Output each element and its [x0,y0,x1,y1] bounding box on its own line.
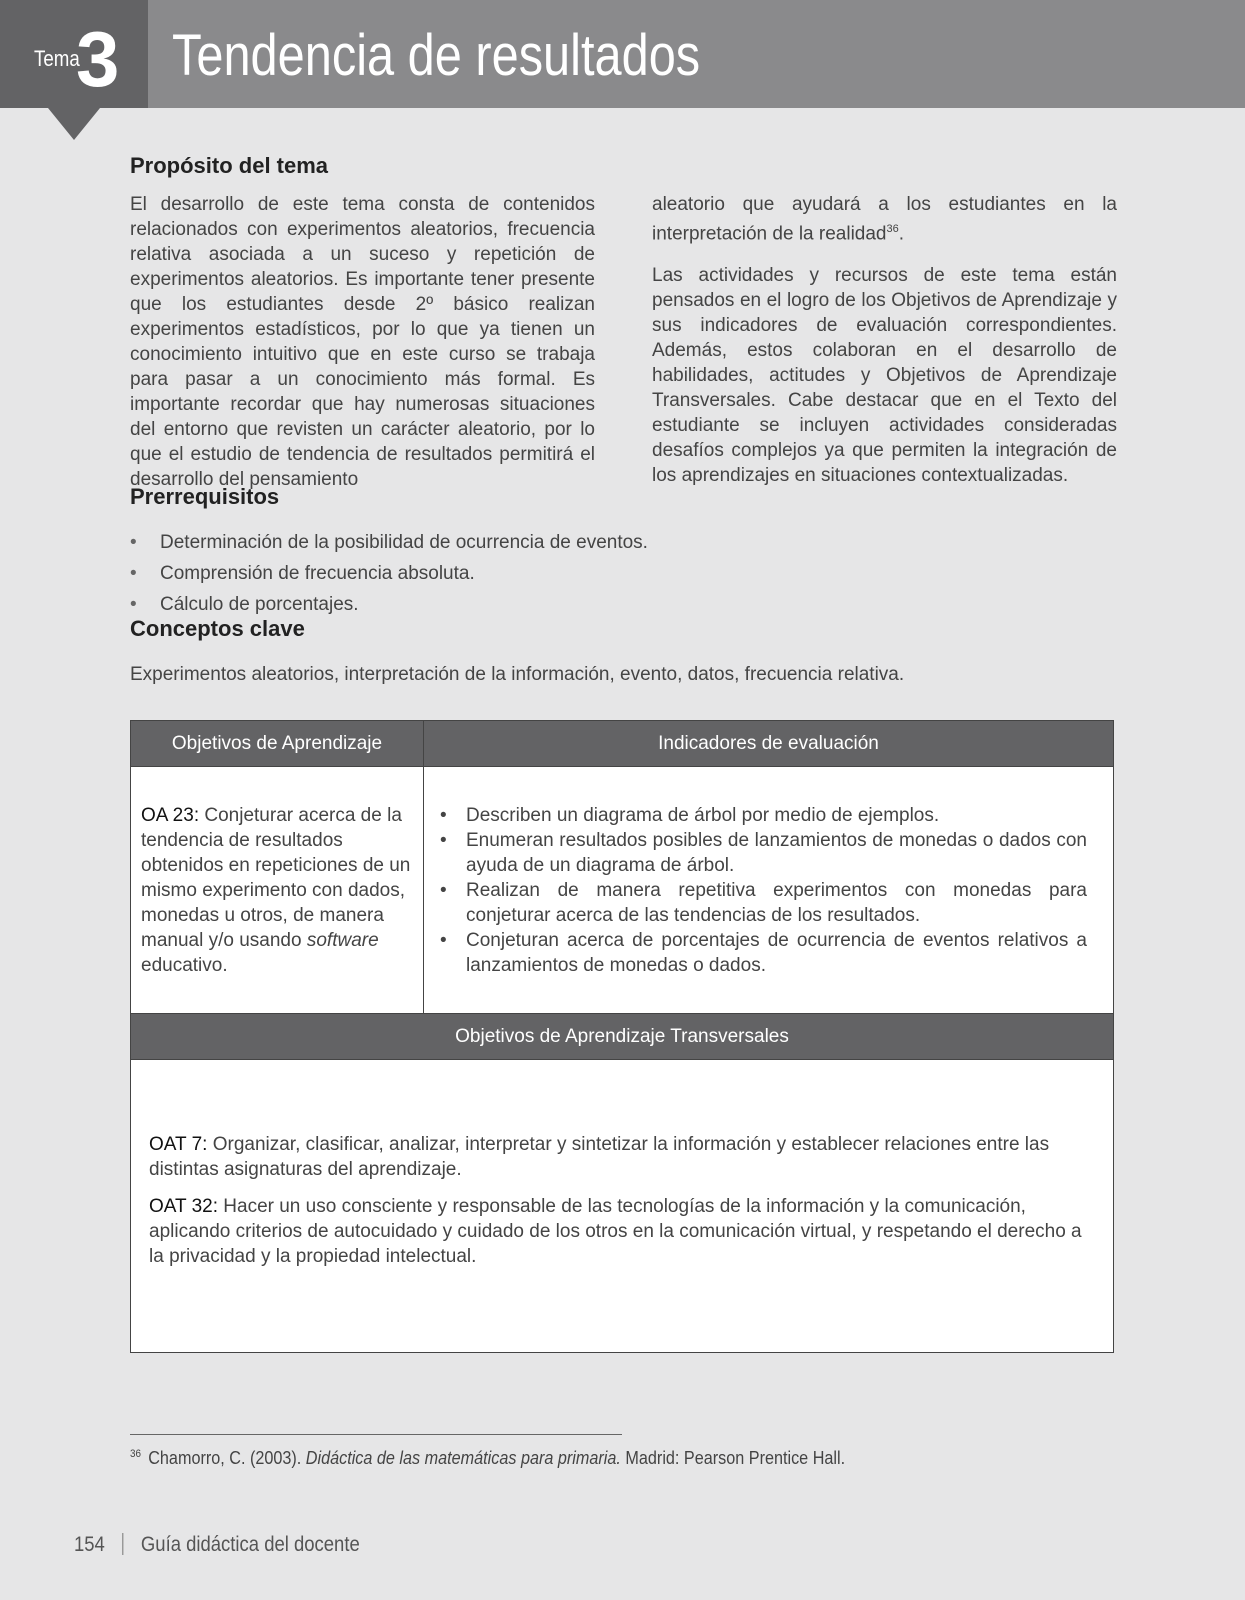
proposito-right-paragraph-1 [652,192,1117,246]
col-header-indicadores: Indicadores de evaluación [424,721,1114,767]
page-title: Tendencia de resultados [172,23,701,88]
oa-text: Conjeturar acerca de la tendencia de resultados obtenidos en repeticiones de un mismo experimento con dados, monedas u otros, de manera manual y/o usando [141,804,411,951]
footnote-ref: 36 [886,223,899,235]
oat-code: OAT 7: [149,1133,208,1155]
tema-number: 3 [76,15,120,103]
oa-text-end: educativo. [141,954,228,976]
footnote-divider [130,1434,622,1435]
prerrequisitos-list [130,527,648,620]
table-row [131,767,1114,1014]
oat-item [149,1132,1095,1182]
page-number: 154 [74,1533,105,1556]
list-item: • Comprensión de frecuencia absoluta. [130,558,648,589]
tema-arrow-shape [48,108,100,140]
table-row [131,1060,1114,1353]
list-item: • Enumeran resultados posibles de lanzamientos de monedas o dados con ayuda de un diagrama de árbol. [438,828,1087,878]
conceptos-text: Experimentos aleatorios, interpretación de la información, evento, datos, frecuencia relativa. [130,664,905,685]
col-header-objetivos: Objetivos de Aprendizaje [131,721,424,767]
page-footer [74,1533,360,1557]
proposito-left-column [130,192,595,509]
proposito-right-paragraph-2: Las actividades y recursos de este tema están pensados en el logro de los Objetivos de Aprendizaje y sus indicadores de evaluación correspondientes. Además, estos colaboran en el desarrollo de habilidades, actitudes y Objetivos de Aprendizaje Transversales. Cabe destacar que en el Texto del estudiante se incluyen actividades consideradas desafíos complejos ya que permiten la integración de los aprendizajes en situaciones contextualizadas. [652,265,1117,487]
proposito-right-column [652,192,1117,505]
list-item: • Determinación de la posibilidad de ocurrencia de eventos. [130,527,648,558]
footnote [130,1448,845,1469]
prerrequisitos-heading: Prerrequisitos [130,484,280,509]
oa-code: OA 23: [141,804,200,826]
oat-text: Hacer un uso consciente y responsable de las tecnologías de la información y la comunicación, aplicando criterios de autocuidado y cuidado de los otros en la comunicación virtual, y respetando el derecho a la privacidad y la propiedad intelectual. [149,1195,1082,1267]
footnote-text-end: Madrid: Pearson Prentice Hall. [620,1448,846,1468]
oa-text-italic: software [306,929,379,951]
objetivos-table [130,720,1114,1353]
indicators-list [438,803,1087,978]
footnote-number: 36 [130,1448,142,1460]
tema-badge [0,0,148,108]
list-item: • Realizan de manera repetitiva experimentos con monedas para conjeturar acerca de las tendencias de los resultados. [438,878,1087,928]
oat-item [149,1194,1095,1269]
footnote-italic: Didáctica de las matemáticas para primaria. [305,1448,621,1468]
oat-header-row [131,1014,1114,1060]
paragraph-text: aleatorio que ayudará a los estudiantes en la interpretación de la realidad [652,194,1117,245]
table-header-row [131,721,1114,767]
tema-label: Tema [34,46,80,71]
list-item: • Cálculo de porcentajes. [130,589,648,620]
oat-header: Objetivos de Aprendizaje Transversales [131,1014,1114,1060]
indicators-cell [424,767,1114,1014]
book-title: Guía didáctica del docente [140,1533,360,1556]
oat-code: OAT 32: [149,1195,218,1217]
footer-separator [122,1533,123,1555]
oat-cell [131,1060,1114,1353]
proposito-heading: Propósito del tema [130,153,329,178]
list-item: • Describen un diagrama de árbol por medio de ejemplos. [438,803,1087,828]
paragraph-end: . [898,223,905,245]
oa-cell [131,767,424,1014]
oat-text: Organizar, clasificar, analizar, interpretar y sintetizar la información y establecer relaciones entre las distintas asignaturas del aprendizaje. [149,1133,1050,1180]
footnote-text: Chamorro, C. (2003). [148,1448,306,1468]
conceptos-heading: Conceptos clave [130,616,305,641]
proposito-left-paragraph: El desarrollo de este tema consta de contenidos relacionados con experimentos aleatorios, frecuencia relativa asociada a un suceso y repetición de experimentos aleatorios. Es importante tener presente que los estudiantes desde 2º básico realizan experimentos estadísticos, por lo que ya tienen un conocimiento intuitivo que en este curso se trabaja para pasar a un conocimiento más formal. Es importante recordar que hay numerosas situaciones del entorno que revisten un carácter aleatorio, por lo que el estudio de tendencia de resultados permitirá el desarrollo del pensamiento [130,194,595,490]
list-item: • Conjeturan acerca de porcentajes de ocurrencia de eventos relativos a lanzamientos de monedas o dados. [438,928,1087,978]
